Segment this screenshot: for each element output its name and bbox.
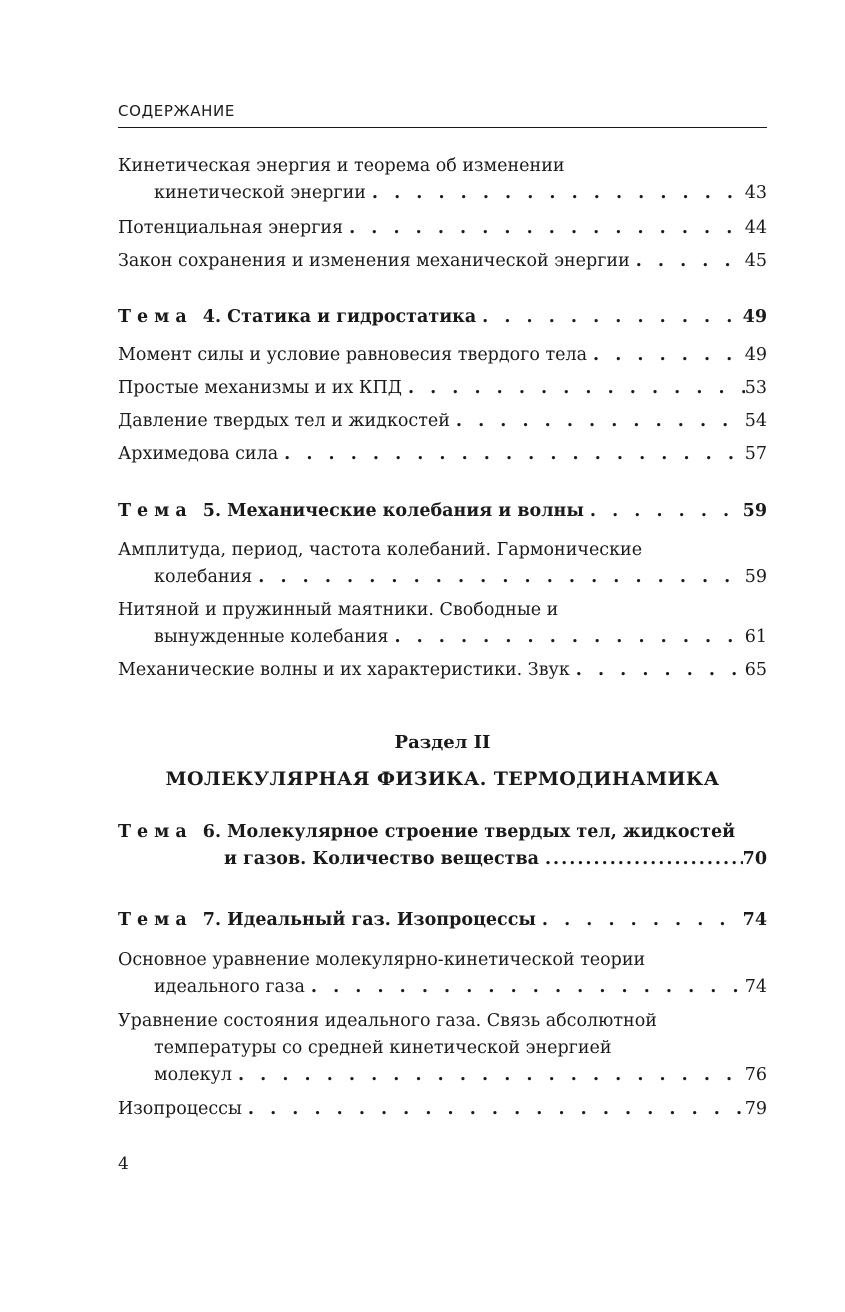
toc-entry[interactable]	[118, 342, 767, 369]
leader-dots	[343, 215, 745, 242]
toc-entry-title: Простые механизмы и их КПД	[118, 378, 402, 398]
toc-entry[interactable]	[118, 248, 767, 275]
topic-keyword: Тема	[118, 910, 193, 930]
leader-dots	[232, 1062, 745, 1089]
toc-topic[interactable]	[118, 819, 767, 873]
toc-entry-title-cont: температуры со средней кинетической энергией	[154, 1038, 612, 1058]
toc-page-number: 54	[744, 411, 767, 431]
toc-entry-title-cont: молекул	[154, 1065, 232, 1085]
toc-entry-title: Уравнение состояния идеального газа. Связь абсолютной	[118, 1011, 657, 1031]
toc-page-number: 59	[744, 567, 767, 587]
toc-entry[interactable]	[118, 1096, 767, 1123]
toc-page-number: 44	[744, 218, 767, 238]
toc-page-number: 74	[744, 977, 767, 997]
topic-title: Идеальный газ. Изопроцессы	[227, 910, 536, 930]
topic-keyword: Тема	[118, 501, 193, 521]
toc-entry-title-cont: колебания	[154, 567, 253, 587]
leader-dots	[305, 974, 745, 1001]
leader-dots	[402, 375, 745, 402]
topic-number: 7.	[202, 910, 222, 930]
toc-entry-title: Потенциальная энергия	[118, 218, 344, 238]
toc-page-number: 57	[744, 444, 767, 464]
toc-page-number: 43	[744, 183, 767, 203]
toc-entry-title: Архимедова сила	[118, 444, 279, 464]
running-header: СОДЕРЖАНИЕ	[118, 102, 235, 120]
toc-entry[interactable]	[118, 1008, 767, 1089]
topic-number: 4.	[202, 307, 222, 327]
toc-entry[interactable]	[118, 215, 767, 242]
topic-number: 5.	[202, 501, 222, 521]
leader-dots	[584, 498, 743, 525]
toc-entry-title: Кинетическая энергия и теорема об изменении	[118, 156, 565, 176]
topic-title: Статика и гидростатика	[227, 307, 477, 327]
topic-number: 6.	[202, 822, 222, 842]
toc-topic[interactable]	[118, 498, 767, 525]
leader-dots	[587, 342, 745, 369]
toc-entry-title: Нитяной и пружинный маятники. Свободные и	[118, 600, 559, 620]
toc-page-number: 61	[744, 627, 767, 647]
leader-dots	[539, 846, 743, 873]
toc-page-number: 49	[742, 307, 767, 327]
topic-title-cont: и газов. Количество вещества	[224, 849, 539, 869]
toc-entry[interactable]	[118, 947, 767, 1001]
leader-dots	[570, 657, 745, 684]
page-number: 4	[118, 1154, 129, 1174]
toc-entry-title: Момент силы и условие равновесия твердого тела	[118, 345, 588, 365]
toc-topic[interactable]	[118, 907, 767, 934]
toc-topic[interactable]	[118, 304, 767, 331]
leader-dots	[388, 624, 744, 651]
toc-page-number: 76	[744, 1065, 767, 1085]
toc-entry-title: Давление твердых тел и жидкостей	[118, 411, 450, 431]
toc-entry-title-cont: кинетической энергии	[154, 183, 366, 203]
leader-dots	[242, 1096, 745, 1123]
toc-entry[interactable]	[118, 537, 767, 591]
leader-dots	[476, 304, 742, 331]
toc-page-number: 65	[744, 660, 767, 680]
toc-entry-title-cont: идеального газа	[154, 977, 305, 997]
leader-dots	[278, 441, 745, 468]
toc-entry[interactable]	[118, 408, 767, 435]
toc-page-number: 74	[742, 910, 767, 930]
toc-entry-title: Механические волны и их характеристики. Звук	[118, 660, 570, 680]
toc-entry[interactable]	[118, 153, 767, 207]
leader-dots	[252, 564, 744, 591]
toc-entry-title: Амплитуда, период, частота колебаний. Гармонические	[118, 540, 643, 560]
toc-page-number: 53	[744, 378, 767, 398]
topic-title: Молекулярное строение твердых тел, жидкостей	[227, 822, 736, 842]
toc-entry-title-cont: вынужденные колебания	[154, 627, 389, 647]
section-title: МОЛЕКУЛЯРНАЯ ФИЗИКА. ТЕРМОДИНАМИКА	[165, 768, 720, 790]
leader-dots	[450, 408, 745, 435]
topic-keyword: Тема	[118, 307, 193, 327]
toc-entry[interactable]	[118, 441, 767, 468]
toc-page-number: 49	[744, 345, 767, 365]
toc-page-number: 45	[744, 251, 767, 271]
leader-dots	[366, 180, 745, 207]
header-rule	[118, 127, 767, 128]
topic-title: Механические колебания и волны	[227, 501, 584, 521]
leader-dots	[630, 248, 745, 275]
toc-page-number: 70	[742, 849, 767, 869]
toc-entry[interactable]	[118, 375, 767, 402]
toc-entry[interactable]	[118, 657, 767, 684]
toc-page-number: 79	[744, 1099, 767, 1119]
toc-entry[interactable]	[118, 597, 767, 651]
leader-dots	[536, 907, 743, 934]
toc-entry-title: Закон сохранения и изменения механической энергии	[118, 251, 630, 271]
section-label: Раздел II	[394, 732, 491, 753]
toc-entry-title: Основное уравнение молекулярно-кинетической теории	[118, 950, 646, 970]
toc-page-number: 59	[742, 501, 767, 521]
topic-keyword: Тема	[118, 822, 193, 842]
toc-entry-title: Изопроцессы	[118, 1099, 242, 1119]
